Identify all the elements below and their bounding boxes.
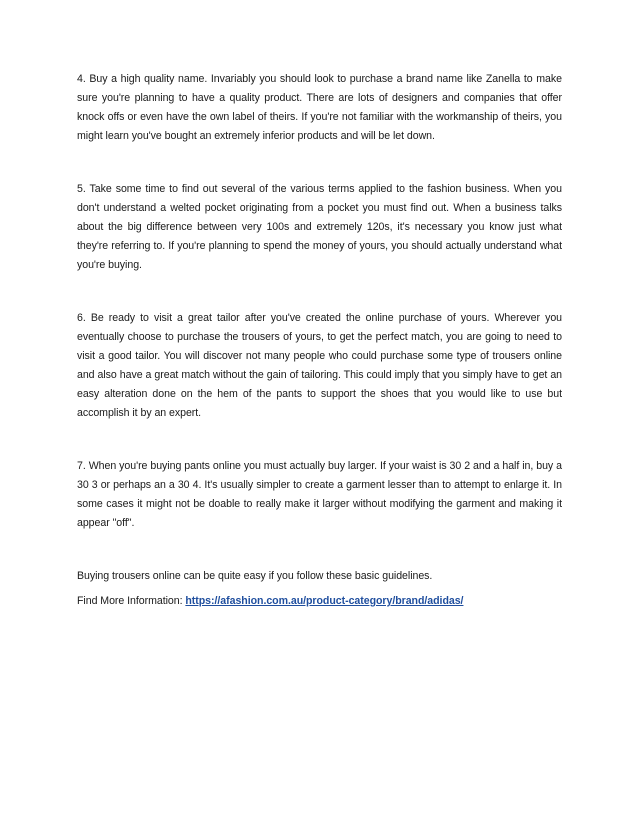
paragraph-tip-7: 7. When you're buying pants online you must actually buy larger. If your waist is 30 2 and a half in, buy a 30 3 or perhaps an a 30 4. It's usually simpler to create a garment lesser than to attempt to enlarge it. In some cases it might not be doable to really make it larger without modifying the garment and making it appear "off". [77,460,562,529]
paragraph-tip-5: 5. Take some time to find out several of the various terms applied to the fashion business. When you don't understand a welted pocket originating from a pocket you must find out. When a business talks about the big difference between very 100s and extremely 120s, it's necessary you know just what they're referring to. If you're planning to spend the money of yours, you should actually understand what you're buying. [77,183,562,271]
more-info-label: Find More Information: [77,595,186,607]
more-info-link[interactable]: https://afashion.com.au/product-category/brand/adidas/ [185,595,464,607]
paragraph-tip-6: 6. Be ready to visit a great tailor after you've created the online purchase of yours. Wherever you eventually choose to purchase the trousers of yours, to get the perfect match, you are going to need to visit a good tailor. You will discover not many people who could purchase some type of trousers online and also have a great match without the gain of tailoring. This could imply that you simply have to get an easy alteration done on the hem of the pants to support the shoes that you would like to use but accomplish it by an expert. [77,312,562,419]
paragraph-conclusion: Buying trousers online can be quite easy if you follow these basic guidelines. [77,570,433,582]
more-info-line [77,592,562,611]
paragraph-tip-4: 4. Buy a high quality name. Invariably you should look to purchase a brand name like Zanella to make sure you're planning to have a quality product. There are lots of designers and companies that offer knock offs or even have the own label of theirs. If you're not familiar with the workmanship of theirs, you might learn you've bought an extremely inferior products and will be let down. [77,73,562,142]
